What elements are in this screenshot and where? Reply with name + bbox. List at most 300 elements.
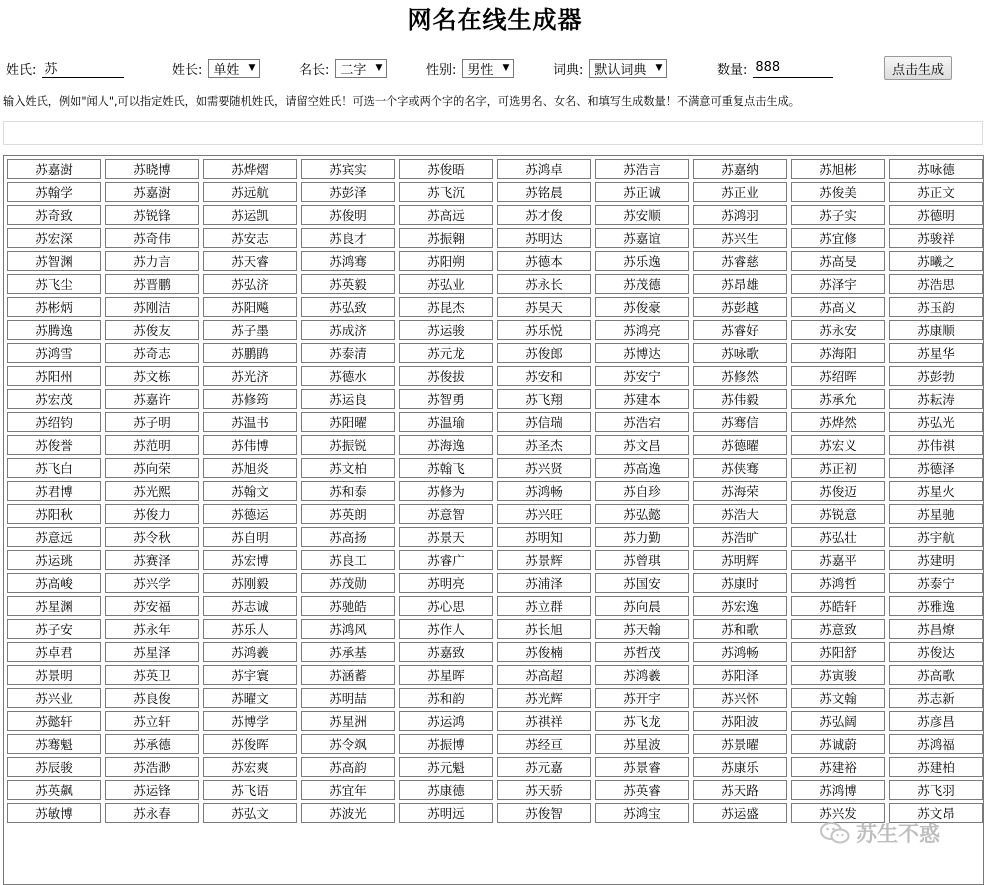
name-item[interactable]: 苏承允 — [791, 389, 885, 409]
name-item[interactable]: 苏弘壮 — [791, 527, 885, 547]
name-item[interactable]: 苏温书 — [203, 412, 297, 432]
name-item[interactable]: 苏阳波 — [693, 711, 787, 731]
name-item[interactable]: 苏宜修 — [791, 228, 885, 248]
name-item[interactable]: 苏明达 — [497, 228, 591, 248]
name-item[interactable]: 苏星华 — [889, 343, 983, 363]
name-item[interactable]: 苏飞尘 — [7, 274, 101, 294]
name-item[interactable]: 苏俊明 — [301, 205, 395, 225]
name-item[interactable]: 苏国安 — [595, 573, 689, 593]
name-item[interactable]: 苏宏深 — [7, 228, 101, 248]
name-item[interactable]: 苏信瑞 — [497, 412, 591, 432]
name-item[interactable]: 苏曦之 — [889, 251, 983, 271]
name-item[interactable]: 苏俊郎 — [497, 343, 591, 363]
name-item[interactable]: 苏令飒 — [301, 734, 395, 754]
gender-select[interactable] — [462, 59, 514, 78]
name-item[interactable]: 苏奇致 — [7, 205, 101, 225]
name-item[interactable]: 苏海阳 — [791, 343, 885, 363]
name-item[interactable]: 苏宏逸 — [693, 596, 787, 616]
name-item[interactable]: 苏骞信 — [693, 412, 787, 432]
name-item[interactable]: 苏浩思 — [889, 274, 983, 294]
name-item[interactable]: 苏永长 — [497, 274, 591, 294]
name-item[interactable]: 苏圣杰 — [497, 435, 591, 455]
name-item[interactable]: 苏高逸 — [595, 458, 689, 478]
name-item[interactable]: 苏睿广 — [399, 550, 493, 570]
name-item[interactable]: 苏安和 — [497, 366, 591, 386]
name-item[interactable]: 苏鹏鹍 — [203, 343, 297, 363]
name-item[interactable]: 苏康乐 — [693, 757, 787, 777]
name-item[interactable]: 苏昆杰 — [399, 297, 493, 317]
name-item[interactable]: 苏智渊 — [7, 251, 101, 271]
name-item[interactable]: 苏绍晖 — [791, 366, 885, 386]
name-item[interactable]: 苏昂雄 — [693, 274, 787, 294]
name-item[interactable]: 苏波光 — [301, 803, 395, 823]
name-item[interactable]: 苏弘文 — [203, 803, 297, 823]
name-item[interactable]: 苏成济 — [301, 320, 395, 340]
name-item[interactable]: 苏景辉 — [497, 550, 591, 570]
name-item[interactable]: 苏乐人 — [203, 619, 297, 639]
name-item[interactable]: 苏飞翔 — [497, 389, 591, 409]
name-item[interactable]: 苏宏爽 — [203, 757, 297, 777]
name-item[interactable]: 苏景明 — [7, 665, 101, 685]
name-item[interactable]: 苏烨熠 — [203, 159, 297, 179]
name-item[interactable]: 苏康时 — [693, 573, 787, 593]
name-item[interactable]: 苏子实 — [791, 205, 885, 225]
count-input[interactable] — [753, 59, 833, 78]
name-item[interactable]: 苏彦昌 — [889, 711, 983, 731]
name-item[interactable]: 苏向荣 — [105, 458, 199, 478]
name-item[interactable]: 苏雅逸 — [889, 596, 983, 616]
name-item[interactable]: 苏茂勋 — [301, 573, 395, 593]
name-item[interactable]: 苏鸿骞 — [301, 251, 395, 271]
name-item[interactable]: 苏锐锋 — [105, 205, 199, 225]
name-item[interactable]: 苏天翰 — [595, 619, 689, 639]
name-item[interactable]: 苏俊美 — [791, 182, 885, 202]
name-item[interactable]: 苏彭越 — [693, 297, 787, 317]
name-item[interactable]: 苏元魁 — [399, 757, 493, 777]
name-item[interactable]: 苏英朗 — [301, 504, 395, 524]
name-item[interactable]: 苏英卫 — [105, 665, 199, 685]
name-item[interactable]: 苏正初 — [791, 458, 885, 478]
name-item[interactable]: 苏海荣 — [693, 481, 787, 501]
name-item[interactable]: 苏景曜 — [693, 734, 787, 754]
name-item[interactable]: 苏阳飚 — [203, 297, 297, 317]
name-item[interactable]: 苏浦泽 — [497, 573, 591, 593]
name-item[interactable]: 苏博达 — [595, 343, 689, 363]
name-item[interactable]: 苏意致 — [791, 619, 885, 639]
name-item[interactable]: 苏俊誉 — [7, 435, 101, 455]
name-item[interactable]: 苏俊楠 — [497, 642, 591, 662]
name-item[interactable]: 苏子安 — [7, 619, 101, 639]
name-item[interactable]: 苏明喆 — [301, 688, 395, 708]
name-item[interactable]: 苏天路 — [693, 780, 787, 800]
name-item[interactable]: 苏弘懿 — [595, 504, 689, 524]
name-item[interactable]: 苏长旭 — [497, 619, 591, 639]
name-item[interactable]: 苏彬炳 — [7, 297, 101, 317]
name-item[interactable]: 苏立群 — [497, 596, 591, 616]
name-item[interactable]: 苏光熙 — [105, 481, 199, 501]
name-item[interactable]: 苏明远 — [399, 803, 493, 823]
name-item[interactable]: 苏烨然 — [791, 412, 885, 432]
name-item[interactable]: 苏星晖 — [399, 665, 493, 685]
name-item[interactable]: 苏文翰 — [791, 688, 885, 708]
name-item[interactable]: 苏翰学 — [7, 182, 101, 202]
name-item[interactable]: 苏阳秋 — [7, 504, 101, 524]
name-item[interactable]: 苏鸿羲 — [203, 642, 297, 662]
name-item[interactable]: 苏皓轩 — [791, 596, 885, 616]
name-item[interactable]: 苏腾逸 — [7, 320, 101, 340]
name-item[interactable]: 苏元嘉 — [497, 757, 591, 777]
name-item[interactable]: 苏昌燎 — [889, 619, 983, 639]
name-item[interactable]: 苏曜文 — [203, 688, 297, 708]
name-item[interactable]: 苏奇志 — [105, 343, 199, 363]
name-length-select[interactable] — [335, 59, 387, 78]
name-item[interactable]: 苏建裕 — [791, 757, 885, 777]
name-item[interactable]: 苏浩言 — [595, 159, 689, 179]
name-item[interactable]: 苏德本 — [497, 251, 591, 271]
name-item[interactable]: 苏敏博 — [7, 803, 101, 823]
name-item[interactable]: 苏阳曜 — [301, 412, 395, 432]
name-item[interactable]: 苏运凯 — [203, 205, 297, 225]
name-item[interactable]: 苏浩大 — [693, 504, 787, 524]
name-item[interactable]: 苏正诚 — [595, 182, 689, 202]
name-item[interactable]: 苏浩宕 — [595, 412, 689, 432]
name-item[interactable]: 苏彭勃 — [889, 366, 983, 386]
name-item[interactable]: 苏旭彬 — [791, 159, 885, 179]
name-item[interactable]: 苏鸿畅 — [497, 481, 591, 501]
name-item[interactable]: 苏玉韵 — [889, 297, 983, 317]
name-item[interactable]: 苏安志 — [203, 228, 297, 248]
name-item[interactable]: 苏昊天 — [497, 297, 591, 317]
name-item[interactable]: 苏哲茂 — [595, 642, 689, 662]
name-item[interactable]: 苏文栋 — [105, 366, 199, 386]
name-item[interactable]: 苏鸿哲 — [791, 573, 885, 593]
name-item[interactable]: 苏宏义 — [791, 435, 885, 455]
name-item[interactable]: 苏景天 — [399, 527, 493, 547]
name-item[interactable]: 苏睿慈 — [693, 251, 787, 271]
name-item[interactable]: 苏建柏 — [889, 757, 983, 777]
output-box[interactable] — [3, 121, 983, 145]
name-item[interactable]: 苏宇航 — [889, 527, 983, 547]
name-item[interactable]: 苏浩旷 — [693, 527, 787, 547]
name-item[interactable]: 苏高扬 — [301, 527, 395, 547]
surname-length-value: 单姓 — [213, 62, 240, 78]
name-item[interactable]: 苏俊智 — [497, 803, 591, 823]
name-item[interactable]: 苏明知 — [497, 527, 591, 547]
name-item[interactable]: 苏星渊 — [7, 596, 101, 616]
name-item[interactable]: 苏运珧 — [7, 550, 101, 570]
name-item[interactable]: 苏祺祥 — [497, 711, 591, 731]
name-item[interactable]: 苏翰飞 — [399, 458, 493, 478]
name-item[interactable]: 苏鸿风 — [301, 619, 395, 639]
name-item[interactable]: 苏修然 — [693, 366, 787, 386]
name-item[interactable]: 苏鸿雪 — [7, 343, 101, 363]
name-item[interactable]: 苏茂德 — [595, 274, 689, 294]
surname-input[interactable] — [42, 59, 124, 78]
name-item[interactable]: 苏运盛 — [693, 803, 787, 823]
name-item[interactable]: 苏耘涛 — [889, 389, 983, 409]
name-item[interactable]: 苏经亘 — [497, 734, 591, 754]
name-item[interactable]: 苏高义 — [791, 297, 885, 317]
name-item[interactable]: 苏伟祺 — [889, 435, 983, 455]
generate-button[interactable]: 点击生成 — [884, 56, 952, 80]
name-item[interactable]: 苏绍钧 — [7, 412, 101, 432]
name-item[interactable]: 苏永安 — [791, 320, 885, 340]
name-item[interactable]: 苏俊友 — [105, 320, 199, 340]
name-item[interactable]: 苏德明 — [889, 205, 983, 225]
name-item[interactable]: 苏正业 — [693, 182, 787, 202]
name-item[interactable]: 苏兴怀 — [693, 688, 787, 708]
name-item[interactable]: 苏兴旺 — [497, 504, 591, 524]
name-item[interactable]: 苏星火 — [889, 481, 983, 501]
name-item[interactable]: 苏良才 — [301, 228, 395, 248]
name-item[interactable]: 苏永年 — [105, 619, 199, 639]
name-item[interactable]: 苏明亮 — [399, 573, 493, 593]
name-item[interactable]: 苏运骏 — [399, 320, 493, 340]
name-item[interactable]: 苏建明 — [889, 550, 983, 570]
name-item[interactable]: 苏英睿 — [595, 780, 689, 800]
chevron-down-icon: ▼ — [502, 63, 510, 73]
name-item[interactable]: 苏德运 — [203, 504, 297, 524]
name-item[interactable]: 苏彭泽 — [301, 182, 395, 202]
name-item[interactable]: 苏懿轩 — [7, 711, 101, 731]
name-item[interactable]: 苏智勇 — [399, 389, 493, 409]
name-item[interactable]: 苏天睿 — [203, 251, 297, 271]
name-item[interactable]: 苏运良 — [301, 389, 395, 409]
name-item[interactable]: 苏德水 — [301, 366, 395, 386]
name-item[interactable]: 苏康德 — [399, 780, 493, 800]
name-item[interactable]: 苏向晨 — [595, 596, 689, 616]
name-item[interactable]: 苏宜年 — [301, 780, 395, 800]
name-item[interactable]: 苏良俊 — [105, 688, 199, 708]
name-item[interactable]: 苏星洲 — [301, 711, 395, 731]
name-item[interactable]: 苏高旻 — [791, 251, 885, 271]
name-item[interactable]: 苏泰清 — [301, 343, 395, 363]
name-item[interactable]: 苏力言 — [105, 251, 199, 271]
name-item[interactable]: 苏英飙 — [7, 780, 101, 800]
name-item[interactable]: 苏立轩 — [105, 711, 199, 731]
name-item[interactable]: 苏嘉平 — [791, 550, 885, 570]
name-item[interactable]: 苏英毅 — [301, 274, 395, 294]
name-item[interactable]: 苏范明 — [105, 435, 199, 455]
name-item[interactable]: 苏修筠 — [203, 389, 297, 409]
name-item[interactable]: 苏高韵 — [301, 757, 395, 777]
name-item[interactable]: 苏文昂 — [889, 803, 983, 823]
name-item[interactable]: 苏阳州 — [7, 366, 101, 386]
name-item[interactable]: 苏嘉致 — [399, 642, 493, 662]
name-item[interactable]: 苏良工 — [301, 550, 395, 570]
name-item[interactable]: 苏元龙 — [399, 343, 493, 363]
name-item[interactable]: 苏鸿博 — [791, 780, 885, 800]
name-item[interactable]: 苏飞羽 — [889, 780, 983, 800]
name-item[interactable]: 苏辰骏 — [7, 757, 101, 777]
name-item[interactable]: 苏俊豪 — [595, 297, 689, 317]
name-item[interactable]: 苏永春 — [105, 803, 199, 823]
name-item[interactable]: 苏文柏 — [301, 458, 395, 478]
name-item[interactable]: 苏锐意 — [791, 504, 885, 524]
name-item[interactable]: 苏和韵 — [399, 688, 493, 708]
name-item[interactable]: 苏俊拔 — [399, 366, 493, 386]
name-item[interactable]: 苏鸿畅 — [693, 642, 787, 662]
name-item[interactable]: 苏意远 — [7, 527, 101, 547]
name-item[interactable]: 苏咏歌 — [693, 343, 787, 363]
name-item[interactable]: 苏伟博 — [203, 435, 297, 455]
name-item[interactable]: 苏鸿亮 — [595, 320, 689, 340]
name-item[interactable]: 苏自珍 — [595, 481, 689, 501]
name-item[interactable]: 苏浩渺 — [105, 757, 199, 777]
name-item[interactable]: 苏嘉谊 — [595, 228, 689, 248]
name-item[interactable]: 苏驰皓 — [301, 596, 395, 616]
name-item[interactable]: 苏康顺 — [889, 320, 983, 340]
name-item[interactable]: 苏志诚 — [203, 596, 297, 616]
name-item[interactable]: 苏远航 — [203, 182, 297, 202]
name-item[interactable]: 苏弘济 — [203, 274, 297, 294]
name-item[interactable]: 苏刚毅 — [203, 573, 297, 593]
name-item[interactable]: 苏赛泽 — [105, 550, 199, 570]
name-item[interactable]: 苏俊晖 — [203, 734, 297, 754]
name-item[interactable]: 苏高歌 — [889, 665, 983, 685]
name-item[interactable]: 苏和歌 — [693, 619, 787, 639]
name-item[interactable]: 苏子明 — [105, 412, 199, 432]
name-item[interactable]: 苏明辉 — [693, 550, 787, 570]
name-item[interactable]: 苏宏博 — [203, 550, 297, 570]
name-item[interactable]: 苏高远 — [399, 205, 493, 225]
name-item[interactable]: 苏德曜 — [693, 435, 787, 455]
name-item[interactable]: 苏铭晨 — [497, 182, 591, 202]
name-item[interactable]: 苏鸿宝 — [595, 803, 689, 823]
name-item[interactable]: 苏俊迈 — [791, 481, 885, 501]
name-item[interactable]: 苏才俊 — [497, 205, 591, 225]
name-item[interactable]: 苏骏祥 — [889, 228, 983, 248]
name-item[interactable]: 苏运锋 — [105, 780, 199, 800]
name-item[interactable]: 苏修为 — [399, 481, 493, 501]
name-item[interactable]: 苏乐逸 — [595, 251, 689, 271]
name-item[interactable]: 苏鸿卓 — [497, 159, 591, 179]
name-item[interactable]: 苏安宁 — [595, 366, 689, 386]
name-item[interactable]: 苏温瑜 — [399, 412, 493, 432]
name-item[interactable]: 苏弘致 — [301, 297, 395, 317]
name-item[interactable]: 苏弘阔 — [791, 711, 885, 731]
name-item[interactable]: 苏嘉澍 — [7, 159, 101, 179]
name-item[interactable]: 苏阳朔 — [399, 251, 493, 271]
name-item[interactable]: 苏令秋 — [105, 527, 199, 547]
name-item[interactable]: 苏泰宁 — [889, 573, 983, 593]
name-item[interactable]: 苏安顺 — [595, 205, 689, 225]
name-item[interactable]: 苏宇寰 — [203, 665, 297, 685]
name-item[interactable]: 苏诚蔚 — [791, 734, 885, 754]
name-item[interactable]: 苏曾琪 — [595, 550, 689, 570]
name-item[interactable]: 苏君博 — [7, 481, 101, 501]
name-item[interactable]: 苏兴生 — [693, 228, 787, 248]
name-item[interactable]: 苏睿好 — [693, 320, 787, 340]
name-item[interactable]: 苏阳泽 — [693, 665, 787, 685]
name-item[interactable]: 苏景睿 — [595, 757, 689, 777]
name-item[interactable]: 苏安福 — [105, 596, 199, 616]
name-item[interactable]: 苏俊达 — [889, 642, 983, 662]
name-item[interactable]: 苏宏茂 — [7, 389, 101, 409]
name-item[interactable]: 苏侠骞 — [693, 458, 787, 478]
name-item[interactable]: 苏文昌 — [595, 435, 689, 455]
dictionary-select[interactable] — [589, 59, 667, 78]
name-item[interactable]: 苏正文 — [889, 182, 983, 202]
name-item[interactable]: 苏开宇 — [595, 688, 689, 708]
name-item[interactable]: 苏振翱 — [399, 228, 493, 248]
name-item[interactable]: 苏海逸 — [399, 435, 493, 455]
name-item[interactable]: 苏兴发 — [791, 803, 885, 823]
name-item[interactable]: 苏飞沉 — [399, 182, 493, 202]
name-item[interactable]: 苏心思 — [399, 596, 493, 616]
name-item[interactable]: 苏刚洁 — [105, 297, 199, 317]
name-item[interactable]: 苏飞白 — [7, 458, 101, 478]
name-item[interactable]: 苏寅骏 — [791, 665, 885, 685]
name-item[interactable]: 苏兴学 — [105, 573, 199, 593]
name-item[interactable]: 苏伟毅 — [693, 389, 787, 409]
name-item[interactable]: 苏飞语 — [203, 780, 297, 800]
name-item[interactable]: 苏振锐 — [301, 435, 395, 455]
name-item[interactable]: 苏兴贤 — [497, 458, 591, 478]
surname-length-select[interactable] — [208, 59, 260, 78]
name-item[interactable]: 苏宾实 — [301, 159, 395, 179]
name-item[interactable]: 苏弘光 — [889, 412, 983, 432]
name-item[interactable]: 苏星泽 — [105, 642, 199, 662]
name-item[interactable]: 苏翰文 — [203, 481, 297, 501]
name-item[interactable]: 苏高峻 — [7, 573, 101, 593]
name-item[interactable]: 苏涵蓄 — [301, 665, 395, 685]
name-item[interactable]: 苏乐悦 — [497, 320, 591, 340]
name-item[interactable]: 苏嘉澍 — [105, 182, 199, 202]
name-item[interactable]: 苏作人 — [399, 619, 493, 639]
name-item[interactable]: 苏旭炎 — [203, 458, 297, 478]
name-item[interactable]: 苏鸿福 — [889, 734, 983, 754]
name-item[interactable]: 苏咏德 — [889, 159, 983, 179]
name-item[interactable]: 苏泽宇 — [791, 274, 885, 294]
name-item[interactable]: 苏鸿羲 — [595, 665, 689, 685]
name-item[interactable]: 苏奇伟 — [105, 228, 199, 248]
name-item[interactable]: 苏高超 — [497, 665, 591, 685]
name-item[interactable]: 苏德泽 — [889, 458, 983, 478]
name-item[interactable]: 苏意智 — [399, 504, 493, 524]
name-item[interactable]: 苏承基 — [301, 642, 395, 662]
name-item[interactable]: 苏子墨 — [203, 320, 297, 340]
name-item[interactable]: 苏骞魁 — [7, 734, 101, 754]
name-item[interactable]: 苏和泰 — [301, 481, 395, 501]
name-item[interactable]: 苏运鸿 — [399, 711, 493, 731]
name-item[interactable]: 苏俊力 — [105, 504, 199, 524]
name-item[interactable]: 苏嘉纳 — [693, 159, 787, 179]
name-item[interactable]: 苏兴业 — [7, 688, 101, 708]
name-item[interactable]: 苏鸿羽 — [693, 205, 787, 225]
name-item[interactable]: 苏晓博 — [105, 159, 199, 179]
name-item[interactable]: 苏力勤 — [595, 527, 689, 547]
name-item[interactable]: 苏志新 — [889, 688, 983, 708]
name-item[interactable]: 苏光辉 — [497, 688, 591, 708]
name-item[interactable]: 苏晋鹏 — [105, 274, 199, 294]
name-item[interactable]: 苏俊晤 — [399, 159, 493, 179]
name-item[interactable]: 苏承德 — [105, 734, 199, 754]
name-item[interactable]: 苏天骄 — [497, 780, 591, 800]
name-item[interactable]: 苏嘉许 — [105, 389, 199, 409]
name-item[interactable]: 苏卓君 — [7, 642, 101, 662]
name-item[interactable]: 苏振博 — [399, 734, 493, 754]
name-item[interactable]: 苏阳舒 — [791, 642, 885, 662]
name-item[interactable]: 苏建本 — [595, 389, 689, 409]
name-item[interactable]: 苏星波 — [595, 734, 689, 754]
name-item[interactable]: 苏弘业 — [399, 274, 493, 294]
name-item[interactable]: 苏光济 — [203, 366, 297, 386]
name-item[interactable]: 苏星驰 — [889, 504, 983, 524]
name-item[interactable]: 苏自明 — [203, 527, 297, 547]
name-item[interactable]: 苏博学 — [203, 711, 297, 731]
name-item[interactable]: 苏飞龙 — [595, 711, 689, 731]
